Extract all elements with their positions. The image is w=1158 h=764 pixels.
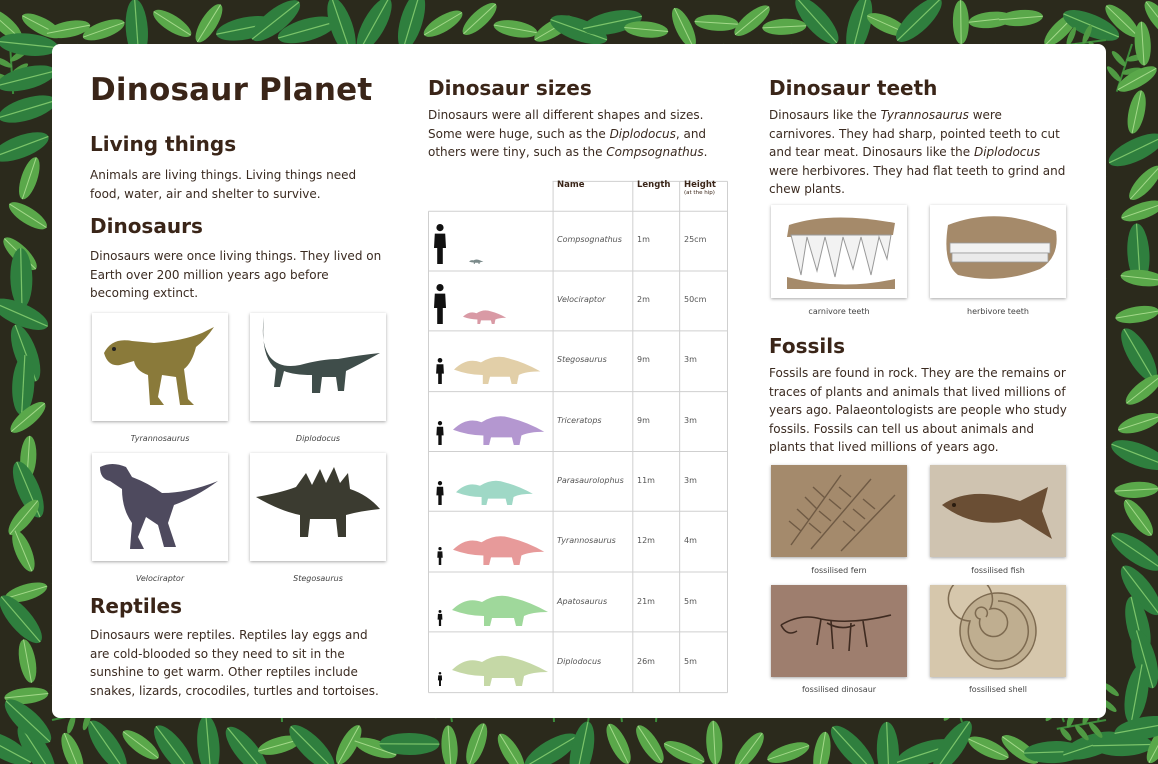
dinosaur-name: Compsognathus xyxy=(557,235,622,244)
dinosaur-height: 5m xyxy=(684,657,697,666)
sizes-text: Dinosaurs were all different shapes and sizes. Some were huge, such as the Diplodocus, and others were tiny, such as the Compsognathus. xyxy=(428,108,708,159)
person-silhouette-icon xyxy=(436,481,443,505)
fossilised-shell-photo xyxy=(930,585,1066,677)
header-length: Length xyxy=(637,180,671,190)
dinosaur-length: 11m xyxy=(637,476,655,485)
dinosaur-height: 25cm xyxy=(684,235,707,244)
table-row xyxy=(428,391,728,451)
table-row xyxy=(428,210,728,270)
teeth-heading: Dinosaur teeth xyxy=(769,76,938,100)
dinosaur-length: 21m xyxy=(637,597,655,606)
dinosaur-height: 5m xyxy=(684,597,697,606)
size-silhouette xyxy=(428,511,552,571)
tyrannosaurus-photo xyxy=(92,313,228,421)
dinosaur-height: 3m xyxy=(684,416,697,425)
reptiles-heading: Reptiles xyxy=(90,594,183,618)
stegosaurus-photo xyxy=(250,453,386,561)
dinosaur-silhouette-icon xyxy=(454,357,540,384)
dinosaur-height: 3m xyxy=(684,476,697,485)
living-things-text: Animals are living things. Living things need food, water, air and shelter to survive. xyxy=(90,168,357,201)
dinosaur-length: 9m xyxy=(637,355,650,364)
teeth-text: Dinosaurs like the Tyrannosaurus were carnivores. They had sharp, pointed teeth to cut and tear meat. Dinosaurs like the Diplodocus were herbivores. They had flat teeth to grind and chew plants. xyxy=(769,108,1066,196)
person-silhouette-icon xyxy=(434,224,446,264)
carnivore-teeth-caption: carnivore teeth xyxy=(808,307,870,316)
velociraptor-photo xyxy=(92,453,228,561)
size-silhouette xyxy=(428,572,552,632)
size-silhouette xyxy=(428,451,552,511)
table-row xyxy=(428,632,728,692)
diplodocus-photo xyxy=(250,313,386,421)
table-row xyxy=(428,270,728,330)
table-row xyxy=(428,451,728,511)
person-silhouette-icon xyxy=(436,421,443,445)
dinosaur-name: Parasaurolophus xyxy=(557,476,624,485)
dinosaur-silhouette-icon xyxy=(456,481,533,505)
dinosaurs-heading: Dinosaurs xyxy=(90,214,203,238)
dinosaur-length: 1m xyxy=(637,235,650,244)
fossils-text: Fossils are found in rock. They are the remains or traces of plants and animals that lived millions of years ago. Palaeontologists are people who study fossils. Fossils can tell us about animals and plants that lived millions of years ago. xyxy=(769,366,1067,454)
fossilised-dinosaur-photo xyxy=(771,585,907,677)
carnivore-teeth-photo xyxy=(771,205,907,298)
dinosaur-silhouette-icon xyxy=(463,310,506,324)
sizes-heading: Dinosaur sizes xyxy=(428,76,592,100)
table-row xyxy=(428,511,728,571)
dinosaur-height: 50cm xyxy=(684,295,707,304)
page-title: Dinosaur Planet xyxy=(90,72,373,108)
poster-panel xyxy=(52,44,1106,718)
size-silhouette xyxy=(428,210,552,270)
dinosaur-silhouette-icon xyxy=(469,259,483,264)
velociraptor-caption: Velociraptor xyxy=(135,574,185,583)
dinosaur-length: 2m xyxy=(637,295,650,304)
size-silhouette xyxy=(428,632,552,692)
tyrannosaurus-caption: Tyrannosaurus xyxy=(130,434,190,443)
table-row xyxy=(428,330,728,390)
person-silhouette-icon xyxy=(434,284,446,324)
stegosaurus-caption: Stegosaurus xyxy=(293,574,343,583)
person-silhouette-icon xyxy=(438,610,443,626)
size-silhouette xyxy=(428,330,552,390)
dinosaur-name: Apatosaurus xyxy=(557,597,608,606)
dinosaur-length: 9m xyxy=(637,416,650,425)
fossilised-fern-photo xyxy=(771,465,907,557)
dinosaur-height: 3m xyxy=(684,355,697,364)
person-silhouette-icon xyxy=(436,358,444,384)
person-silhouette-icon xyxy=(438,672,442,686)
fossilised-dinosaur-caption: fossilised dinosaur xyxy=(801,685,877,694)
size-silhouette xyxy=(428,270,552,330)
dinosaur-name: Diplodocus xyxy=(557,657,602,666)
dinosaur-name: Velociraptor xyxy=(557,295,606,304)
dinosaur-length: 12m xyxy=(637,536,655,545)
dinosaur-length: 26m xyxy=(637,657,655,666)
dinosaur-name: Stegosaurus xyxy=(557,355,607,364)
diplodocus-caption: Diplodocus xyxy=(295,434,341,443)
dinosaur-silhouette-icon xyxy=(453,536,544,565)
dinosaur-name: Tyrannosaurus xyxy=(557,536,616,545)
dinosaur-name: Triceratops xyxy=(557,416,602,425)
fossilised-fish-caption: fossilised fish xyxy=(971,566,1025,575)
table-row xyxy=(428,572,728,632)
size-silhouette xyxy=(428,391,552,451)
fossilised-fish-photo xyxy=(930,465,1066,557)
dinosaur-silhouette-icon xyxy=(452,596,548,626)
herbivore-teeth-caption: herbivore teeth xyxy=(967,307,1029,316)
reptiles-text: Dinosaurs were reptiles. Reptiles lay eggs and are cold-blooded so they need to sit in the sunshine to get warm. Other reptiles include snakes, lizards, crocodiles, turtles and tortoises. xyxy=(90,628,379,698)
fossilised-shell-caption: fossilised shell xyxy=(968,685,1028,694)
dinosaur-height: 4m xyxy=(684,536,697,545)
fossils-heading: Fossils xyxy=(769,334,846,358)
dinosaur-silhouette-icon xyxy=(453,416,544,445)
living-things-heading: Living things xyxy=(90,132,237,156)
herbivore-teeth-photo xyxy=(930,205,1066,298)
fossilised-fern-caption: fossilised fern xyxy=(811,566,867,575)
dinosaur-silhouette-icon xyxy=(452,656,548,686)
person-silhouette-icon xyxy=(437,547,442,565)
header-name: Name xyxy=(557,180,585,190)
header-height: Height (at the hip) xyxy=(684,180,716,196)
dinosaurs-text: Dinosaurs were once living things. They lived on Earth over 200 million years ago before becoming extinct. xyxy=(90,249,382,300)
